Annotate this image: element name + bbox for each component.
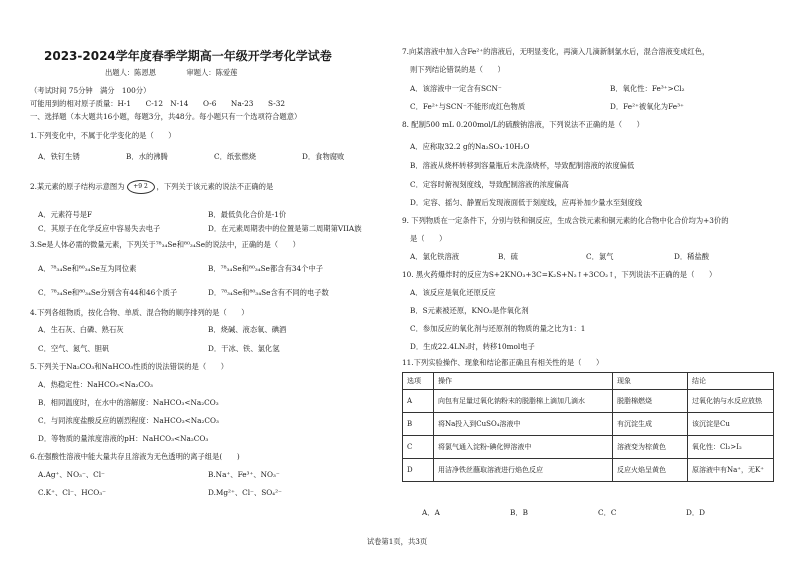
q4-option-a: A．生石灰、白磷、熟石灰 [38,325,124,334]
q4-option-b: B．烧碱、液态氧、碘酒 [208,325,287,334]
table-row [403,413,774,436]
q2-options-row1 [38,210,378,220]
q5-option-d: D．等物质的量浓度溶液的pH：NaHCO₃<Na₂CO₃ [38,434,209,443]
q5-option-a: A．热稳定性：NaHCO₃<Na₂CO₃ [38,380,153,389]
exam-title: 2023-2024学年度春季学期高一年级开学考化学试卷 [44,49,332,63]
q9-option-a: A．氯化铁溶液 [410,252,460,261]
q11-option-a: A．A [422,508,440,517]
q2-stem: 2.某元素的原子结构示意图为 +9 2 ，下列关于该元素的说法不正确的是 [30,180,273,194]
q10-option-d: D．生成22.4LN₂时，转移10mol电子 [410,342,535,351]
table-cell: 脱脂棉燃烧 [613,390,688,413]
table-row [403,436,774,459]
page-footer: 试卷第1页，共3页 [366,537,428,546]
q6-options-row2 [38,488,378,498]
q9-option-d: D．稀盐酸 [674,252,710,261]
q3-option-d: D．⁷⁸₃₄Se和⁸⁰₃₄Se含有不同的电子数 [208,288,329,297]
q4-options-row1 [38,325,378,335]
table-cell: 向包有足量过氧化钠粉末的脱脂棉上滴加几滴水 [434,390,613,413]
table-cell: 溶液变为棕黄色 [613,436,688,459]
q2-option-b: B．最低负化合价是-1价 [208,210,287,219]
q10-option-a: A．该反应是氧化还原反应 [410,288,496,297]
q8-option-d: D．定容、摇匀、静置后发现液面低于刻度线，应再补加少量水至刻度线 [410,198,643,207]
q8-option-c: C．定容时俯视刻度线，导致配制溶液的浓度偏高 [410,180,569,189]
q7-option-d: D．Fe²⁺被氧化为Fe³⁺ [610,102,684,111]
atomic-masses: 可能用到的相对原子质量：H-1 C-12 N-14 O-6 Na-23 S-32 [30,99,286,108]
setter: 出题人：陈恩恩 [105,68,157,77]
q9-stem: 9. 下列物质在一定条件下，分别与铁和铜反应，生成含铁元素和铜元素的化合物中化合价均为+3价的 [402,216,729,225]
q7-option-b: B．氧化性：Fe³⁺>Cl₂ [610,84,685,93]
q1-option-a: A．铁钉生锈 [38,152,80,161]
q6-option-d: D.Mg²⁺、Cl⁻、SO₄²⁻ [208,488,282,497]
q5-option-b: B．相同温度时，在水中的溶解度：NaHCO₃<Na₂CO₃ [38,398,219,407]
q2-option-d: D．在元素周期表中的位置是第二周期第VIIA族 [208,224,362,233]
table-header-cell: 现象 [613,373,688,390]
atom-structure-icon: +9 2 [127,180,155,194]
q9-options [410,252,762,262]
q8-stem: 8. 配制500 mL 0.200mol/L的硫酸钠溶液，下列说法不正确的是（ ） [402,120,644,129]
q5-option-c: C．与同浓度盐酸反应的剧烈程度：NaHCO₃<Na₂CO₃ [38,416,219,425]
q11-option-b: B．B [510,508,529,517]
q4-option-d: D．干冰、铁、氯化氢 [208,344,280,353]
table-cell: 将Na投入到CuSO₄溶液中 [434,413,613,436]
q5-stem: 5.下列关于Na₂CO₃和NaHCO₃性质的说法错误的是（ ） [30,362,229,371]
table-cell: 原溶液中有Na⁺，无K⁺ [688,459,774,482]
section-heading: 一、选择题（本大题共16小题，每题3分，共48分。每小题只有一个选项符合题意） [30,112,302,121]
q3-option-a: A．⁷⁸₃₄Se和⁸⁰₃₄Se互为同位素 [38,264,137,273]
q7-options-row2 [410,102,780,112]
q11-options [422,508,774,518]
table-cell: 有沉淀生成 [613,413,688,436]
table-cell: 氧化性：Cl₂>I₂ [688,436,774,459]
table-header-cell: 选项 [403,373,434,390]
q7-option-c: C．Fe²⁺与SCN⁻不能形成红色物质 [410,102,526,111]
q1-option-b: B．水的沸腾 [126,152,168,161]
q7-options-row1 [410,84,780,94]
q2-option-a: A．元素符号是F [38,210,93,219]
authors-line [105,68,265,78]
q9-stem-cont: 是（ ） [410,234,447,243]
table-cell: 将氯气通入淀粉-碘化钾溶液中 [434,436,613,459]
table-header-cell: 结论 [688,373,774,390]
q8-option-a: A．应称取32.2 g的Na₂SO₄·10H₂O [410,142,530,151]
q3-option-b: B．⁷⁸₃₄Se和⁸⁰₃₄Se都含有34个中子 [208,264,324,273]
q6-option-b: B.Na⁺、Fe³⁺、NO₃⁻ [208,470,280,479]
q1-stem: 1.下列变化中，不属于化学变化的是（ ） [30,131,176,140]
table-cell: 该沉淀是Cu [688,413,774,436]
q6-option-a: A.Ag⁺、NO₃⁻、Cl⁻ [38,470,105,479]
q6-options-row1 [38,470,378,480]
q3-options-row2 [38,288,378,298]
table-header-cell: 操作 [434,373,613,390]
q7-stem: 7.向某溶液中加入含Fe²⁺的溶液后，无明显变化，再滴入几滴新制氯水后，混合溶液变成红色， [402,47,710,56]
table-cell: 反应火焰呈黄色 [613,459,688,482]
q8-option-b: B．溶液从烧杯转移到容量瓶后未洗涤烧杯，导致配制溶液的浓度偏低 [410,161,635,170]
q6-option-c: C.K⁺、Cl⁻、HCO₃⁻ [38,488,107,497]
table-cell: B [403,413,434,436]
table-cell: D [403,459,434,482]
q10-option-b: B．S元素被还原，KNO₃是作氧化剂 [410,306,529,315]
q9-option-b: B．硫 [498,252,518,261]
q1-option-c: C．纸张燃烧 [214,152,257,161]
q11-table [402,372,774,482]
table-cell: C [403,436,434,459]
q9-option-c: C．氯气 [586,252,614,261]
q1-options [38,152,390,162]
q11-option-c: C．C [598,508,617,517]
q7-option-a: A．该溶液中一定含有SCN⁻ [410,84,502,93]
q2-options-row2 [38,224,378,234]
q11-option-d: D．D [686,508,705,517]
q3-options-row1 [38,264,378,274]
q4-option-c: C．空气、氮气、胆矾 [38,344,110,353]
q3-stem: 3.Se是人体必需的微量元素，下列关于⁷⁸₃₄Se和⁸⁰₃₄Se的说法中，正确的是（ ） [30,240,300,249]
q6-stem: 6.在强酸性溶液中能大量共存且溶液为无色透明的离子组是( ) [30,452,240,461]
q10-stem: 10. 黑火药爆炸时的反应为S+2KNO₃+3C=K₂S+N₂↑+3CO₂↑，下列说法不正确的是（ ） [402,270,717,279]
time-info: （考试时间 75分钟 满分 100分） [30,86,151,95]
table-header-row [403,373,774,390]
q4-options-row2 [38,344,378,354]
q4-stem: 4.下列各组物质，按化合物、单质、混合物的顺序排列的是（ ） [30,308,249,317]
q1-option-d: D．食物腐败 [302,152,345,161]
table-row [403,459,774,482]
table-cell: 过氧化钠与水反应放热 [688,390,774,413]
q3-option-c: C．⁷⁸₃₄Se和⁸⁰₃₄Se分别含有44和46个质子 [38,288,178,297]
q11-stem: 11.下列实验操作、现象和结论都正确且有相关性的是（ ） [402,358,604,367]
q2-option-c: C．其原子在化学反应中容易失去电子 [38,224,161,233]
table-row [403,390,774,413]
reviewer: 审题人：陈爱莲 [186,68,238,77]
table-cell: A [403,390,434,413]
table-cell: 用洁净铁丝蘸取溶液进行焰色反应 [434,459,613,482]
q7-stem-cont: 则下列结论错误的是（ ） [410,65,505,74]
q10-option-c: C．参加反应的氧化剂与还原剂的物质的量之比为1：1 [410,324,586,333]
